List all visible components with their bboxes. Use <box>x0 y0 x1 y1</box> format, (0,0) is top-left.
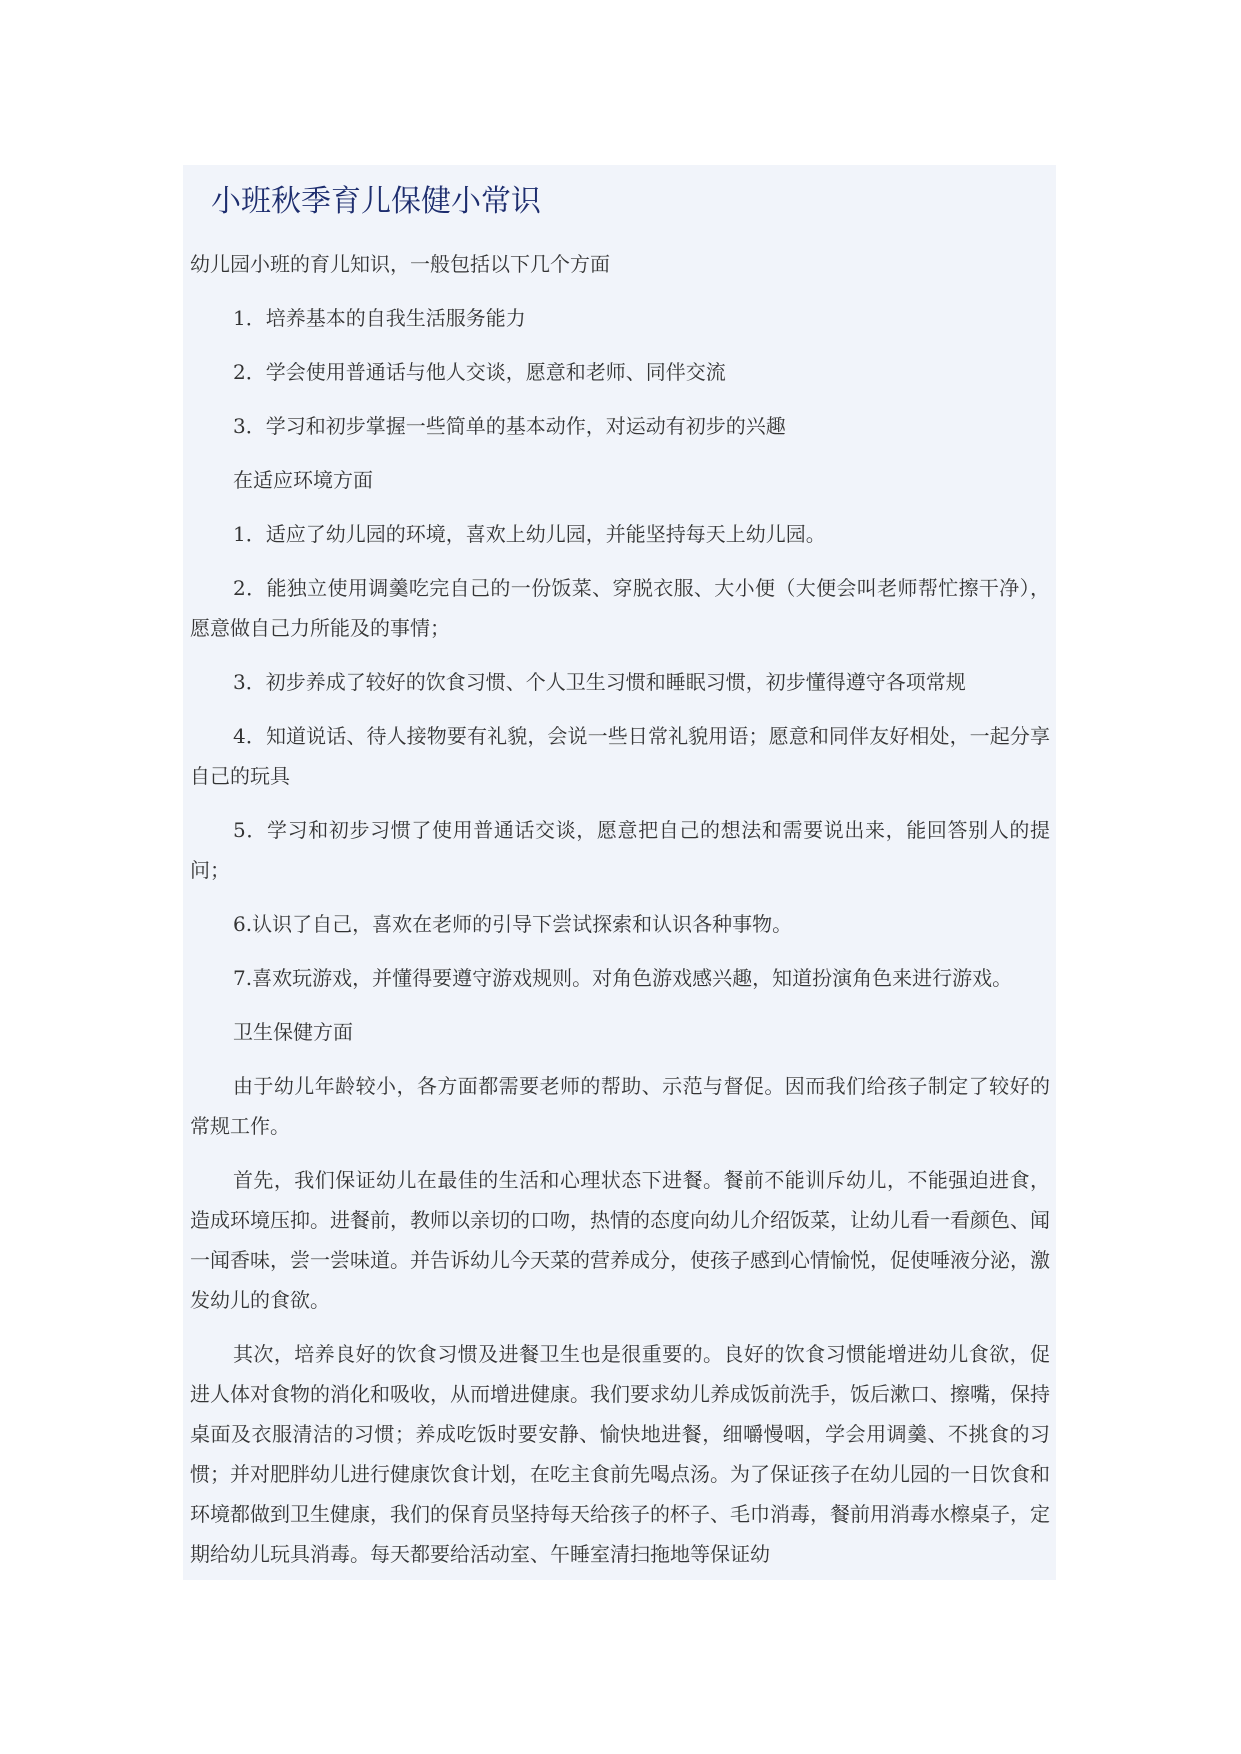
paragraph-item: 4．知道说话、待人接物要有礼貌，会说一些日常礼貌用语；愿意和同伴友好相处，一起分享自己的玩具 <box>190 724 1050 788</box>
paragraph-item: 3．学习和初步掌握一些简单的基本动作，对运动有初步的兴趣 <box>233 414 786 438</box>
paragraph-item: 1．培养基本的自我生活服务能力 <box>233 306 526 330</box>
paragraph-intro: 幼儿园小班的育儿知识，一般包括以下几个方面 <box>190 252 610 276</box>
paragraph-item: 2．学会使用普通话与他人交谈，愿意和老师、同伴交流 <box>233 360 726 384</box>
section-heading-hygiene: 卫生保健方面 <box>233 1020 353 1044</box>
section-heading-environment: 在适应环境方面 <box>233 468 373 492</box>
paragraph-item: 6.认识了自己，喜欢在老师的引导下尝试探索和认识各种事物。 <box>233 912 793 936</box>
paragraph-item: 7.喜欢玩游戏，并懂得要遵守游戏规则。对角色游戏感兴趣，知道扮演角色来进行游戏。 <box>233 966 1013 990</box>
document-panel <box>183 165 1056 1580</box>
paragraph-item: 5．学习和初步习惯了使用普通话交谈，愿意把自己的想法和需要说出来，能回答别人的提问； <box>190 818 1050 882</box>
paragraph-item: 1．适应了幼儿园的环境，喜欢上幼儿园，并能坚持每天上幼儿园。 <box>233 522 826 546</box>
paragraph-item: 3．初步养成了较好的饮食习惯、个人卫生习惯和睡眠习惯，初步懂得遵守各项常规 <box>233 670 966 694</box>
paragraph-body: 其次，培养良好的饮食习惯及进餐卫生也是很重要的。良好的饮食习惯能增进幼儿食欲，促进人体对食物的消化和吸收，从而增进健康。我们要求幼儿养成饭前洗手，饭后漱口、擦嘴，保持桌面及衣服清洁的习惯；养成吃饭时要安静、愉快地进餐，细嚼慢咽，学会用调羹、不挑食的习惯；并对肥胖幼儿进行健康饮食计划，在吃主食前先喝点汤。为了保证孩子在幼儿园的一日饮食和环境都做到卫生健康，我们的保育员坚持每天给孩子的杯子、毛巾消毒，餐前用消毒水檫桌子，定期给幼儿玩具消毒。每天都要给活动室、午睡室清扫拖地等保证幼 <box>190 1342 1050 1566</box>
paragraph-body: 由于幼儿年龄较小，各方面都需要老师的帮助、示范与督促。因而我们给孩子制定了较好的常规工作。 <box>190 1074 1050 1138</box>
document-title: 小班秋季育儿保健小常识 <box>211 184 541 219</box>
paragraph-item: 2．能独立使用调羹吃完自己的一份饭菜、穿脱衣服、大小便（大便会叫老师帮忙擦干净），愿意做自己力所能及的事情； <box>190 576 1050 640</box>
document-body <box>190 244 1050 1574</box>
paragraph-body: 首先，我们保证幼儿在最佳的生活和心理状态下进餐。餐前不能训斥幼儿，不能强迫进食，造成环境压抑。进餐前，教师以亲切的口吻，热情的态度向幼儿介绍饭菜，让幼儿看一看颜色、闻一闻香味，尝一尝味道。并告诉幼儿今天菜的营养成分，使孩子感到心情愉悦，促使唾液分泌，激发幼儿的食欲。 <box>190 1168 1050 1312</box>
